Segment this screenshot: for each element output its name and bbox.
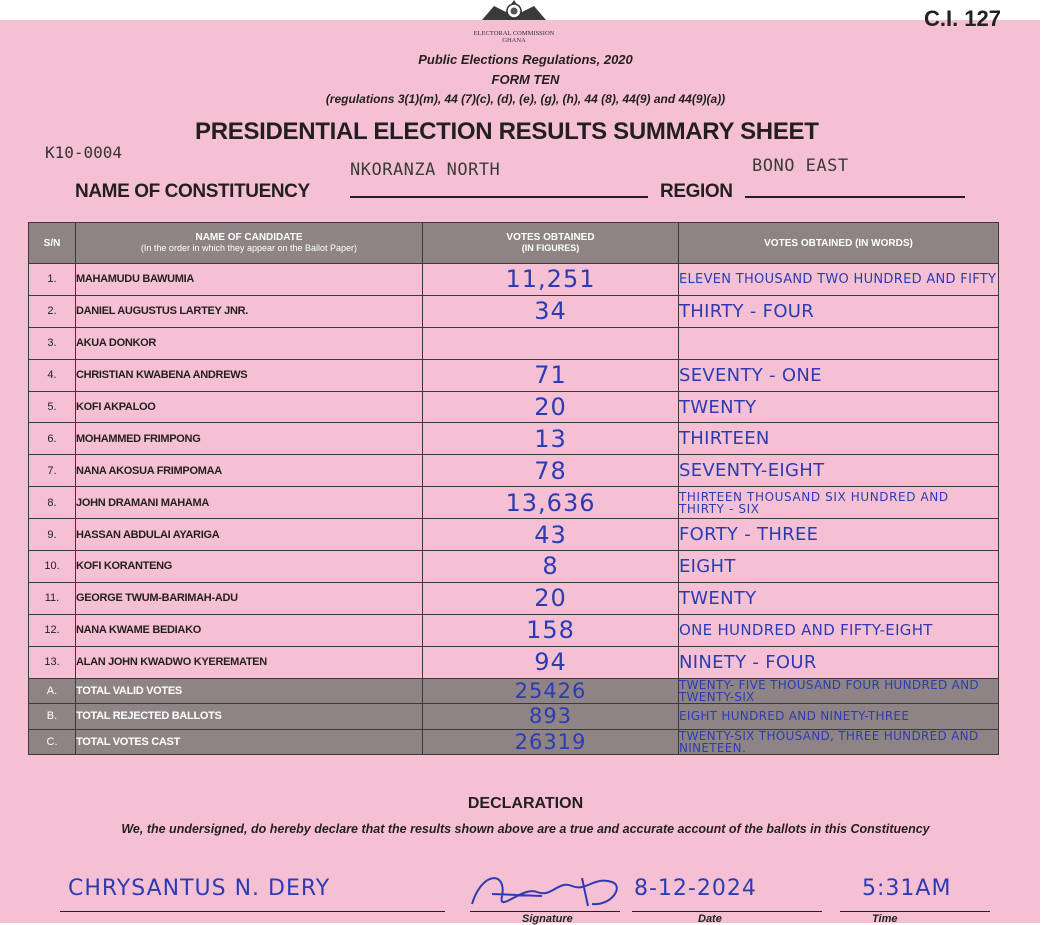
- total-label: TOTAL REJECTED BALLOTS: [76, 704, 423, 730]
- table-row: [29, 359, 999, 391]
- total-label: TOTAL VALID VOTES: [76, 678, 423, 704]
- signature-caption: Signature: [522, 913, 573, 925]
- table-row: [29, 264, 999, 296]
- table-row: [29, 423, 999, 455]
- col-name-header: [76, 223, 423, 264]
- row-number: 7.: [29, 455, 76, 487]
- table-header-row: [29, 223, 999, 264]
- row-number: 1.: [29, 264, 76, 296]
- total-words: TWENTY-SIX THOUSAND, THREE HUNDRED AND NINETEEN.: [679, 729, 999, 755]
- coat-of-arms-emblem: [472, 0, 556, 20]
- votes-figures: 13: [423, 423, 679, 455]
- votes-words: THIRTY - FOUR: [679, 295, 999, 327]
- name-underline: [60, 911, 445, 912]
- region-underline: [745, 196, 965, 198]
- row-number: 13.: [29, 646, 76, 678]
- votes-figures: 78: [423, 455, 679, 487]
- candidate-name: AKUA DONKOR: [76, 327, 423, 359]
- region-value: BONO EAST: [752, 156, 849, 176]
- votes-words: THIRTEEN THOUSAND SIX HUNDRED AND THIRTY - SIX: [679, 487, 999, 519]
- declaration-text: We, the undersigned, do hereby declare that the results shown above are a true and accurate account of the ballots in this Constituency: [121, 822, 930, 836]
- signature-underline: [470, 911, 620, 912]
- candidate-name: CHRISTIAN KWABENA ANDREWS: [76, 359, 423, 391]
- date-underline: [632, 911, 822, 912]
- votes-figures: 13,636: [423, 487, 679, 519]
- votes-figures: 20: [423, 582, 679, 614]
- votes-figures: 71: [423, 359, 679, 391]
- signature-scribble: [462, 866, 632, 916]
- candidate-name: MAHAMUDU BAWUMIA: [76, 264, 423, 296]
- votes-figures: 158: [423, 614, 679, 646]
- candidate-name: NANA KWAME BEDIAKO: [76, 614, 423, 646]
- votes-words: [679, 327, 999, 359]
- votes-figures: 8: [423, 551, 679, 583]
- votes-figures: 94: [423, 646, 679, 678]
- votes-words: FORTY - THREE: [679, 519, 999, 551]
- row-number: 11.: [29, 582, 76, 614]
- date-caption: Date: [698, 913, 722, 925]
- officer-name: CHRYSANTUS N. DERY: [68, 876, 331, 901]
- col-name-subtitle: (In the order in which they appear on the Ballot Paper): [140, 243, 358, 253]
- row-letter: C.: [29, 729, 76, 755]
- table-row: [29, 455, 999, 487]
- candidate-name: GEORGE TWUM-BARIMAH-ADU: [76, 582, 423, 614]
- votes-words: TWENTY: [679, 391, 999, 423]
- total-figures: 26319: [423, 729, 679, 755]
- candidate-name: MOHAMMED FRIMPONG: [76, 423, 423, 455]
- votes-words: EIGHT: [679, 551, 999, 583]
- votes-words: ONE HUNDRED AND FIFTY-EIGHT: [679, 614, 999, 646]
- constituency-underline: [350, 196, 648, 198]
- total-words: EIGHT HUNDRED AND NINETY-THREE: [679, 704, 999, 730]
- row-number: 2.: [29, 295, 76, 327]
- votes-words: SEVENTY-EIGHT: [679, 455, 999, 487]
- row-number: 8.: [29, 487, 76, 519]
- candidate-name: KOFI AKPALOO: [76, 391, 423, 423]
- votes-words: TWENTY: [679, 582, 999, 614]
- total-row: [29, 704, 999, 730]
- total-label: TOTAL VOTES CAST: [76, 729, 423, 755]
- table-row: [29, 519, 999, 551]
- time-caption: Time: [872, 913, 898, 925]
- votes-words: SEVENTY - ONE: [679, 359, 999, 391]
- form-name: FORM TEN: [491, 72, 560, 87]
- col-figures-header: [423, 223, 679, 264]
- row-number: 9.: [29, 519, 76, 551]
- votes-figures: [423, 327, 679, 359]
- col-name-title: NAME OF CANDIDATE: [195, 232, 303, 243]
- declaration-title: DECLARATION: [467, 795, 584, 812]
- col-sn-header: S/N: [29, 223, 76, 264]
- col-words-header: VOTES OBTAINED (IN WORDS): [679, 223, 999, 264]
- row-number: 10.: [29, 551, 76, 583]
- emblem-caption: ELECTORAL COMMISSION GHANA: [473, 30, 555, 44]
- candidate-name: NANA AKOSUA FRIMPOMAA: [76, 455, 423, 487]
- region-label: REGION: [660, 181, 733, 202]
- total-row: [29, 729, 999, 755]
- row-number: 6.: [29, 423, 76, 455]
- row-number: 4.: [29, 359, 76, 391]
- total-row: [29, 678, 999, 704]
- candidate-name: JOHN DRAMANI MAHAMA: [76, 487, 423, 519]
- constituency-label: NAME OF CONSTITUENCY: [75, 181, 310, 202]
- candidate-name: HASSAN ABDULAI AYARIGA: [76, 519, 423, 551]
- col-figures-title: VOTES OBTAINED: [506, 232, 595, 243]
- total-figures: 25426: [423, 678, 679, 704]
- table-row: [29, 614, 999, 646]
- total-words: TWENTY- FIVE THOUSAND FOUR HUNDRED AND TWENTY-SIX: [679, 678, 999, 704]
- regulation-title: Public Elections Regulations, 2020: [418, 52, 633, 67]
- constituency-value: NKORANZA NORTH: [350, 160, 501, 180]
- votes-figures: 34: [423, 295, 679, 327]
- regulations-reference: (regulations 3(1)(m), 44 (7)(c), (d), (e), (g), (h), 44 (8), 44(9) and 44(9)(a)): [325, 92, 726, 106]
- results-table: [28, 222, 999, 755]
- row-number: 3.: [29, 327, 76, 359]
- row-letter: B.: [29, 704, 76, 730]
- row-number: 12.: [29, 614, 76, 646]
- votes-figures: 11,251: [423, 264, 679, 296]
- declaration-time: 5:31AM: [862, 876, 952, 901]
- total-figures: 893: [423, 704, 679, 730]
- table-row: [29, 582, 999, 614]
- col-figures-subtitle: (IN FIGURES): [521, 243, 580, 253]
- votes-words: NINETY - FOUR: [679, 646, 999, 678]
- table-row: [29, 551, 999, 583]
- table-row: [29, 295, 999, 327]
- form-code: C.I. 127: [923, 6, 1001, 31]
- row-letter: A.: [29, 678, 76, 704]
- sheet-code: K10-0004: [45, 143, 123, 162]
- votes-words: THIRTEEN: [679, 423, 999, 455]
- votes-figures: 20: [423, 391, 679, 423]
- time-underline: [840, 911, 990, 912]
- votes-figures: 43: [423, 519, 679, 551]
- votes-words: ELEVEN THOUSAND TWO HUNDRED AND FIFTY: [679, 264, 999, 296]
- candidate-name: ALAN JOHN KWADWO KYEREMATEN: [76, 646, 423, 678]
- page-title: PRESIDENTIAL ELECTION RESULTS SUMMARY SHEET: [195, 118, 819, 145]
- table-row: [29, 327, 999, 359]
- row-number: 5.: [29, 391, 76, 423]
- table-row: [29, 391, 999, 423]
- candidate-name: KOFI KORANTENG: [76, 551, 423, 583]
- candidate-name: DANIEL AUGUSTUS LARTEY JNR.: [76, 295, 423, 327]
- declaration-date: 8-12-2024: [634, 876, 757, 901]
- table-row: [29, 487, 999, 519]
- table-row: [29, 646, 999, 678]
